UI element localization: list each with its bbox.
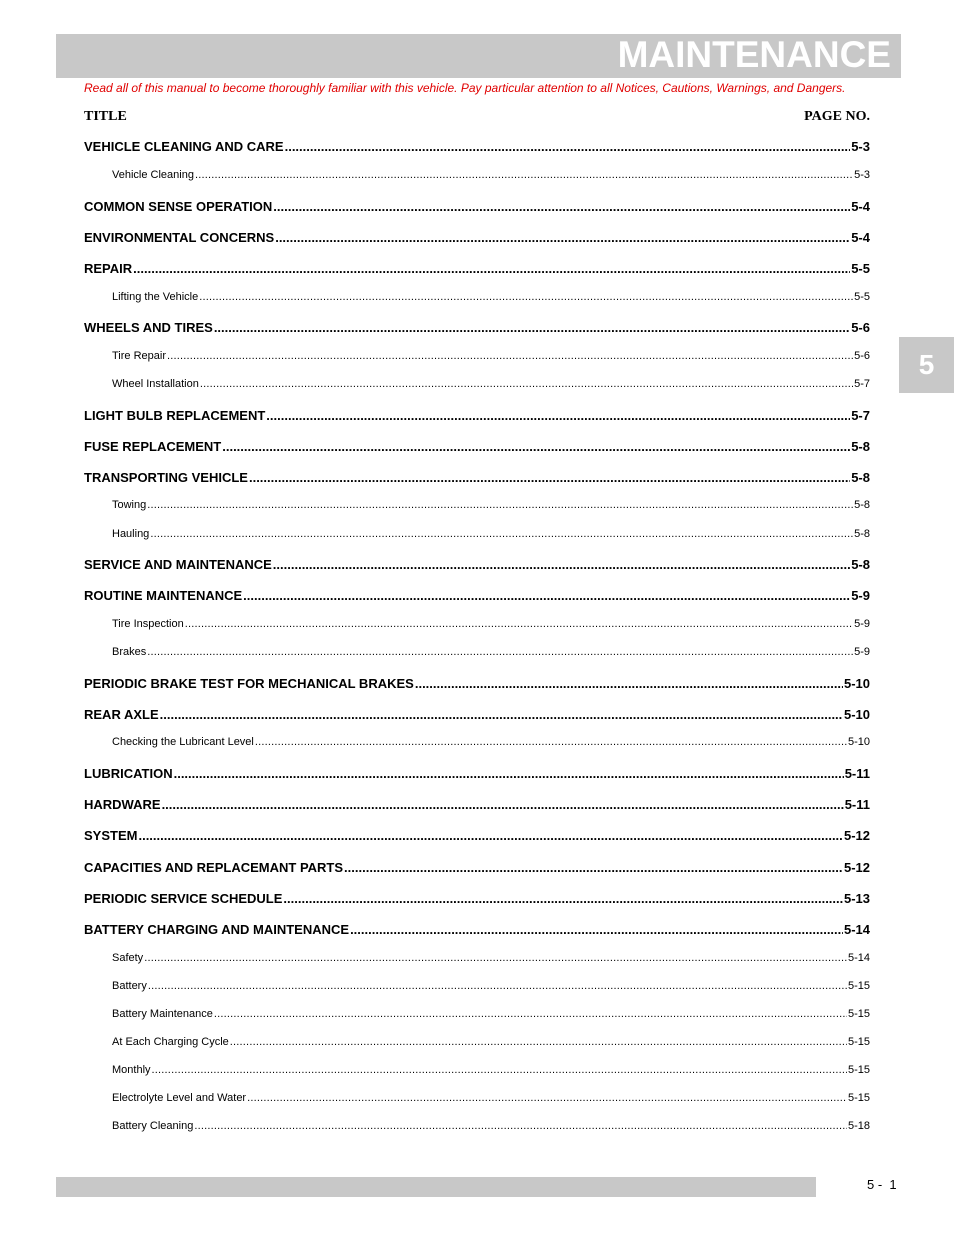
toc-page: 5-14 <box>847 952 870 964</box>
toc-label: PERIODIC SERVICE SCHEDULE <box>84 891 283 906</box>
toc-subsection[interactable] <box>112 1008 870 1024</box>
toc-label: Wheel Installation <box>112 378 199 390</box>
toc-section[interactable] <box>84 557 870 575</box>
toc-page: 5-6 <box>854 350 870 362</box>
toc-page: 5-4 <box>851 230 870 245</box>
column-header-page: PAGE NO. <box>804 109 870 124</box>
toc-page: 5-15 <box>847 1064 870 1076</box>
toc-page: 5-15 <box>847 980 870 992</box>
toc-label: Checking the Lubricant Level <box>112 736 254 748</box>
toc-label: WHEELS AND TIRES <box>84 320 213 335</box>
toc-label: LUBRICATION <box>84 766 173 781</box>
toc-subsection[interactable] <box>112 952 870 968</box>
toc-page: 5-8 <box>851 557 870 572</box>
toc-page: 5-15 <box>847 1036 870 1048</box>
toc-label: FUSE REPLACEMENT <box>84 439 222 454</box>
toc-section[interactable] <box>84 707 870 725</box>
toc-leader <box>273 557 850 572</box>
toc-subsection[interactable] <box>112 980 870 996</box>
toc-leader <box>147 499 853 511</box>
toc-label: Battery <box>112 980 147 992</box>
toc-label: Towing <box>112 499 147 511</box>
toc-page: 5-12 <box>843 828 870 843</box>
toc-label: REPAIR <box>84 261 133 276</box>
toc-section[interactable] <box>84 676 870 694</box>
toc-label: Tire Repair <box>112 350 166 362</box>
toc-page: 5-11 <box>844 766 870 781</box>
toc-page: 5-9 <box>854 646 870 658</box>
toc-label: ENVIRONMENTAL CONCERNS <box>84 230 275 245</box>
toc-page: 5-9 <box>851 588 870 603</box>
toc-section[interactable] <box>84 139 870 157</box>
toc-page: 5-3 <box>854 169 870 181</box>
toc-label: Battery Maintenance <box>112 1008 213 1020</box>
toc-leader <box>194 1120 847 1132</box>
toc-leader <box>133 261 850 276</box>
toc-page: 5-6 <box>851 320 870 335</box>
toc-leader <box>415 676 843 691</box>
toc-section[interactable] <box>84 320 870 338</box>
toc-section[interactable] <box>84 470 870 488</box>
toc-section[interactable] <box>84 860 870 878</box>
toc-leader <box>222 439 850 454</box>
toc-page: 5-12 <box>843 860 870 875</box>
toc-leader <box>214 1008 847 1020</box>
toc-subsection[interactable] <box>112 378 870 394</box>
toc-leader <box>283 891 843 906</box>
toc-subsection[interactable] <box>112 618 870 634</box>
toc-leader <box>167 350 853 362</box>
toc-leader <box>147 646 853 658</box>
toc-page: 5-11 <box>844 797 870 812</box>
toc-page: 5-4 <box>851 199 870 214</box>
toc-subsection[interactable] <box>112 169 870 185</box>
toc-label: PERIODIC BRAKE TEST FOR MECHANICAL BRAKES <box>84 676 414 691</box>
toc-page: 5-10 <box>843 676 870 691</box>
toc-label: Hauling <box>112 528 150 540</box>
toc-leader <box>350 922 843 937</box>
toc-leader <box>195 169 853 181</box>
toc-subsection[interactable] <box>112 646 870 662</box>
toc-leader <box>255 736 847 748</box>
toc-page: 5-8 <box>851 439 870 454</box>
toc-section[interactable] <box>84 828 870 846</box>
toc-page: 5-8 <box>854 528 870 540</box>
toc-leader <box>185 618 853 630</box>
toc-section[interactable] <box>84 230 870 248</box>
toc-label: HARDWARE <box>84 797 161 812</box>
toc-leader <box>174 766 844 781</box>
header-bar <box>56 34 901 78</box>
toc-subsection[interactable] <box>112 350 870 366</box>
toc-page: 5-8 <box>851 470 870 485</box>
toc-page: 5-14 <box>843 922 870 937</box>
toc-label: SYSTEM <box>84 828 138 843</box>
toc-label: Electrolyte Level and Water <box>112 1092 247 1104</box>
toc-label: Tire Inspection <box>112 618 184 630</box>
toc-leader <box>200 378 853 390</box>
toc-page: 5-10 <box>847 736 870 748</box>
toc-page: 5-7 <box>854 378 870 390</box>
toc-label: BATTERY CHARGING AND MAINTENANCE <box>84 922 350 937</box>
toc-section[interactable] <box>84 261 870 279</box>
toc-section[interactable] <box>84 439 870 457</box>
toc-page: 5-8 <box>854 499 870 511</box>
toc-subsection[interactable] <box>112 1036 870 1052</box>
toc-leader <box>160 707 843 722</box>
toc-leader <box>162 797 844 812</box>
toc-page: 5-15 <box>847 1092 870 1104</box>
toc-label: REAR AXLE <box>84 707 159 722</box>
toc-page: 5-5 <box>854 291 870 303</box>
toc-subsection[interactable] <box>112 736 870 752</box>
toc-leader <box>138 828 843 843</box>
toc-label: CAPACITIES AND REPLACEMANT PARTS <box>84 860 344 875</box>
toc-page: 5-13 <box>843 891 870 906</box>
toc-leader <box>214 320 850 335</box>
toc-page: 5-15 <box>847 1008 870 1020</box>
toc-page: 5-10 <box>843 707 870 722</box>
toc-section[interactable] <box>84 588 870 606</box>
toc-page: 5-18 <box>847 1120 870 1132</box>
toc-section[interactable] <box>84 891 870 909</box>
chapter-tab: 5 <box>899 337 954 393</box>
page-number: 5 - 1 <box>867 1177 897 1192</box>
intro-notice: Read all of this manual to become thoroughly familiar with this vehicle. Pay particular attention to all Notices, Cautions, Warnings, and Dangers. <box>84 81 846 95</box>
toc-label: LIGHT BULB REPLACEMENT <box>84 408 266 423</box>
toc-leader <box>266 408 850 423</box>
toc-label: TRANSPORTING VEHICLE <box>84 470 248 485</box>
toc-subsection[interactable] <box>112 291 870 307</box>
toc-leader <box>249 470 850 485</box>
toc-leader <box>273 199 850 214</box>
toc-leader <box>152 1064 847 1076</box>
toc-subsection[interactable] <box>112 1064 870 1080</box>
column-header-title: TITLE <box>84 109 127 124</box>
toc-leader <box>275 230 850 245</box>
toc-label: Safety <box>112 952 144 964</box>
toc-leader <box>144 952 847 964</box>
toc-label: At Each Charging Cycle <box>112 1036 229 1048</box>
toc-label: Monthly <box>112 1064 151 1076</box>
toc-leader <box>150 528 853 540</box>
toc-label: ROUTINE MAINTENANCE <box>84 588 243 603</box>
toc-label: Battery Cleaning <box>112 1120 194 1132</box>
footer-bar <box>56 1177 816 1197</box>
toc-page: 5-9 <box>854 618 870 630</box>
toc-label: SERVICE AND MAINTENANCE <box>84 557 272 572</box>
toc-leader <box>285 139 851 154</box>
toc-leader <box>344 860 843 875</box>
toc-page: 5-7 <box>851 408 870 423</box>
toc-label: Brakes <box>112 646 147 658</box>
toc-section[interactable] <box>84 766 870 784</box>
toc-section[interactable] <box>84 408 870 426</box>
toc-label: VEHICLE CLEANING AND CARE <box>84 139 284 154</box>
toc-leader <box>148 980 847 992</box>
toc-subsection[interactable] <box>112 1092 870 1108</box>
toc-leader <box>230 1036 847 1048</box>
toc-page: 5-5 <box>851 261 870 276</box>
toc-subsection[interactable] <box>112 528 870 544</box>
toc-leader <box>199 291 853 303</box>
toc-section[interactable] <box>84 199 870 217</box>
toc-leader <box>247 1092 847 1104</box>
toc-leader <box>243 588 850 603</box>
toc-label: Lifting the Vehicle <box>112 291 199 303</box>
page-title: MAINTENANCE <box>617 34 891 75</box>
toc-section[interactable] <box>84 797 870 815</box>
toc-page: 5-3 <box>851 139 870 154</box>
toc-label: Vehicle Cleaning <box>112 169 194 181</box>
toc-subsection[interactable] <box>112 499 870 515</box>
toc-label: COMMON SENSE OPERATION <box>84 199 273 214</box>
toc-section[interactable] <box>84 922 870 940</box>
toc-subsection[interactable] <box>112 1120 870 1136</box>
